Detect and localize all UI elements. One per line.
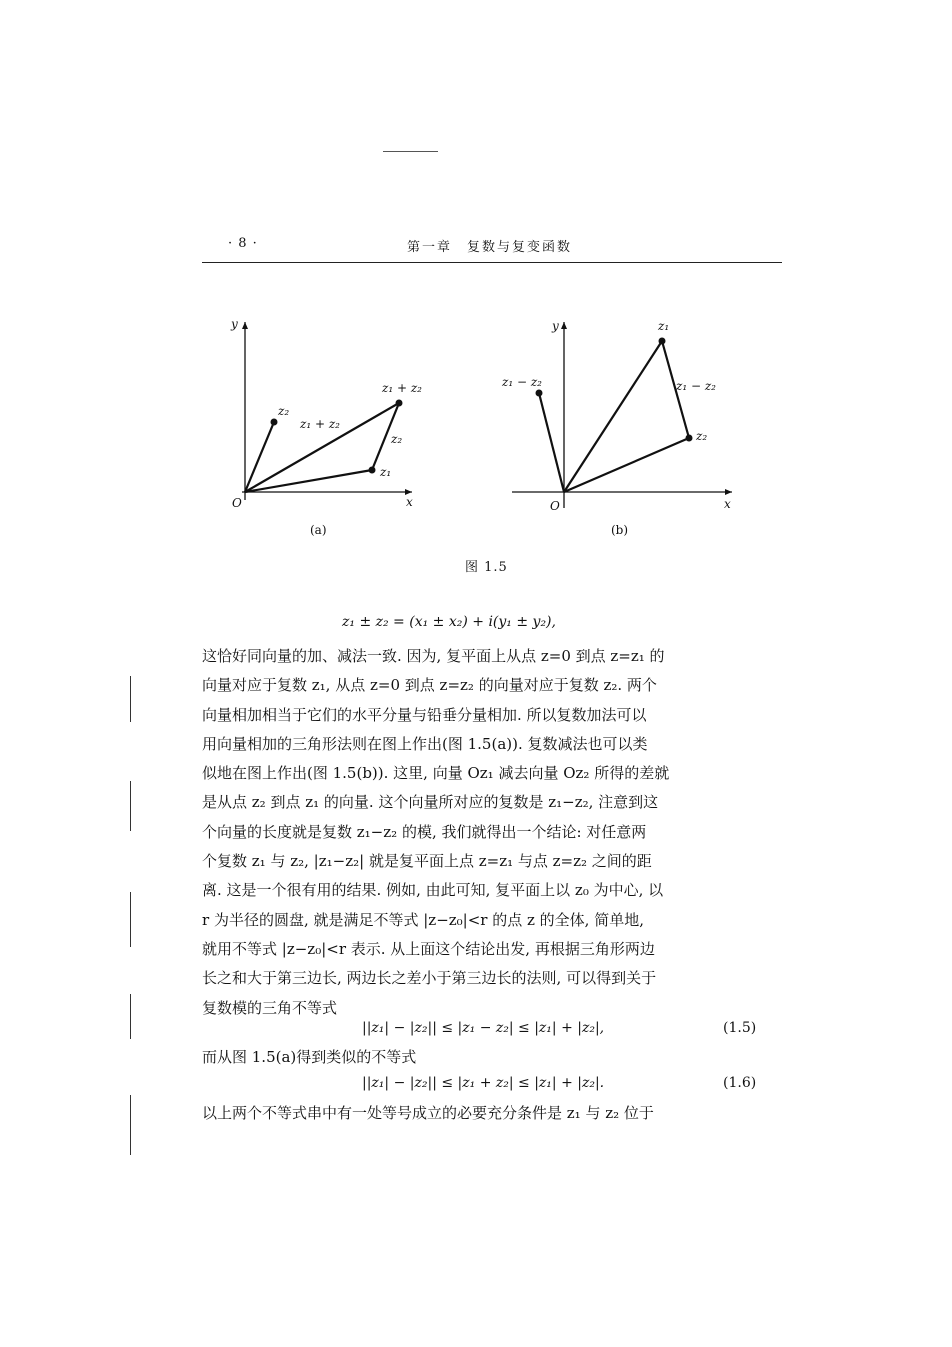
equation-number-1-6: (1.6)	[723, 1075, 757, 1091]
text-line: 离. 这是一个很有用的结果. 例如, 由此可知, 复平面上以 z₀ 为中心, 以	[202, 881, 664, 900]
text-line: 就用不等式 |z−z₀|<r 表示. 从上面这个结论出发, 再根据三角形两边	[202, 939, 655, 958]
axis-label-x: x	[406, 495, 413, 509]
point-z2	[271, 419, 278, 426]
equation-number-1-5: (1.5)	[723, 1020, 757, 1036]
label-diff-edge: z₁ − z₂	[676, 379, 716, 393]
equation-1-6: ||z₁| − |z₂|| ≤ |z₁ + z₂| ≤ |z₁| + |z₂|.	[362, 1075, 605, 1091]
text-line: 用向量相加的三角形法则在图上作出(图 1.5(a)). 复数减法也可以类	[202, 734, 648, 753]
label-z2: z₂	[696, 429, 708, 443]
panel-a	[230, 317, 422, 537]
margin-mark	[130, 1095, 131, 1155]
text-line: 个向量的长度就是复数 z₁−z₂ 的模, 我们就得出一个结论: 对任意两	[202, 822, 647, 841]
text-line: 这恰好同向量的加、减法一致. 因为, 复平面上从点 z=0 到点 z=z₁ 的	[202, 647, 665, 665]
label-z2-edge: z₂	[391, 432, 403, 446]
origin-label: O	[232, 496, 242, 510]
label-sum: z₁ + z₂	[300, 417, 340, 431]
running-header	[202, 236, 782, 264]
text-line: 个复数 z₁ 与 z₂, |z₁−z₂| 就是复平面上点 z=z₁ 与点 z=z₂ 之间的距	[202, 852, 652, 871]
scan-artifact-dash	[383, 151, 438, 152]
label-z2: z₂	[278, 404, 290, 418]
margin-mark	[130, 994, 131, 1039]
equation-1-5: ||z₁| − |z₂|| ≤ |z₁ − z₂| ≤ |z₁| + |z₂|,	[362, 1020, 605, 1036]
text-line: 似地在图上作出(图 1.5(b)). 这里, 向量 Oz₁ 减去向量 Oz₂ 所得的差就	[202, 764, 670, 783]
text-line: 是从点 z₂ 到点 z₁ 的向量. 这个向量所对应的复数是 z₁−z₂, 注意到这	[202, 793, 659, 812]
vector-diff	[539, 393, 564, 492]
sublabel-b: (b)	[611, 523, 629, 537]
vector-diagram	[200, 300, 760, 550]
body-paragraph	[202, 642, 777, 1023]
text-line: 向量相加相当于它们的水平分量与铅垂分量相加. 所以复数加法可以	[202, 705, 647, 724]
formula-add-sub: z₁ ± z₂ = (x₁ ± x₂) + i(y₁ ± y₂),	[342, 614, 556, 630]
page-number: · 8 ·	[228, 236, 258, 251]
label-diff: z₁ − z₂	[502, 375, 542, 389]
header-rule	[202, 262, 782, 263]
sublabel-a: (a)	[310, 523, 327, 537]
figure-1-5	[200, 300, 760, 550]
text-line: 而从图 1.5(a)得到类似的不等式	[202, 1048, 417, 1066]
chapter-title: 第一章 复数与复变函数	[407, 240, 573, 255]
axis-label-y: y	[231, 317, 238, 331]
label-z1: z₁	[380, 465, 392, 479]
label-sum-tip: z₁ + z₂	[382, 381, 422, 395]
margin-mark	[130, 781, 131, 831]
origin-label: O	[550, 499, 560, 513]
text-line: 复数模的三角不等式	[202, 998, 338, 1017]
point-diff	[536, 390, 543, 397]
point-sum	[396, 400, 403, 407]
text-line: 向量对应于复数 z₁, 从点 z=0 到点 z=z₂ 的向量对应于复数 z₂. 两个	[202, 676, 657, 695]
vector-z2	[245, 422, 274, 492]
axis-label-x: x	[724, 497, 731, 511]
text-line: 长之和大于第三边长, 两边长之差小于第三边长的法则, 可以得到关于	[202, 969, 657, 988]
axis-label-y: y	[552, 319, 559, 333]
vector-z1	[564, 341, 662, 492]
text-line: 以上两个不等式串中有一处等号成立的必要充分条件是 z₁ 与 z₂ 位于	[202, 1104, 654, 1122]
margin-mark	[130, 676, 131, 722]
text-line: r 为半径的圆盘, 就是满足不等式 |z−z₀|<r 的点 z 的全体, 简单地,	[202, 910, 644, 929]
margin-mark	[130, 892, 131, 947]
label-z1: z₁	[658, 319, 670, 333]
figure-caption: 图 1.5	[465, 560, 508, 575]
panel-b	[501, 319, 732, 537]
